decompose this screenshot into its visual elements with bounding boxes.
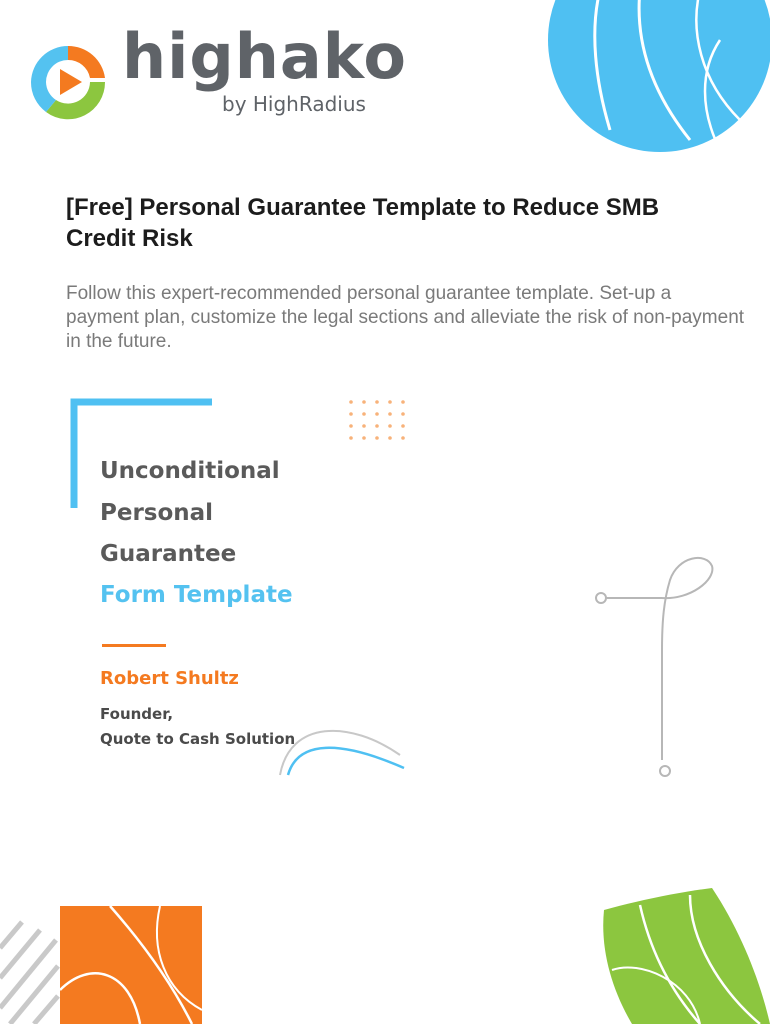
cover-title-line-1: Unconditional <box>100 458 280 484</box>
play-circle-logo-icon <box>26 42 110 120</box>
blue-blob-shape <box>548 0 770 152</box>
gray-loop-decoration <box>596 558 712 776</box>
document-title: [Free] Personal Guarantee Template to Reduce SMB Credit Risk <box>66 194 660 252</box>
cover-title-line-2: Personal <box>100 500 214 526</box>
author-role-line-1: Founder, <box>100 705 174 723</box>
card-frame-corner <box>74 402 212 508</box>
brand-tagline: by HighRadius <box>222 92 366 116</box>
gray-stripe-decoration <box>0 922 58 1024</box>
cover-title-line-3: Guarantee <box>100 541 237 567</box>
author-name: Robert Shultz <box>100 668 239 689</box>
orange-block-shape <box>60 906 202 1024</box>
orange-dot-grid <box>349 400 405 440</box>
cover-title-line-4: Form Template <box>100 582 293 608</box>
brand-name: highako <box>122 20 407 93</box>
green-blob-shape <box>603 888 770 1024</box>
author-divider <box>102 644 166 647</box>
swoosh-decoration <box>280 731 404 775</box>
author-role-line-2: Quote to Cash Solution <box>100 730 296 748</box>
document-subtitle: Follow this expert-recommended personal guarantee template. Set-up a payment plan, customize the legal sections and alleviate the risk of non-payment in the future. <box>66 283 745 352</box>
